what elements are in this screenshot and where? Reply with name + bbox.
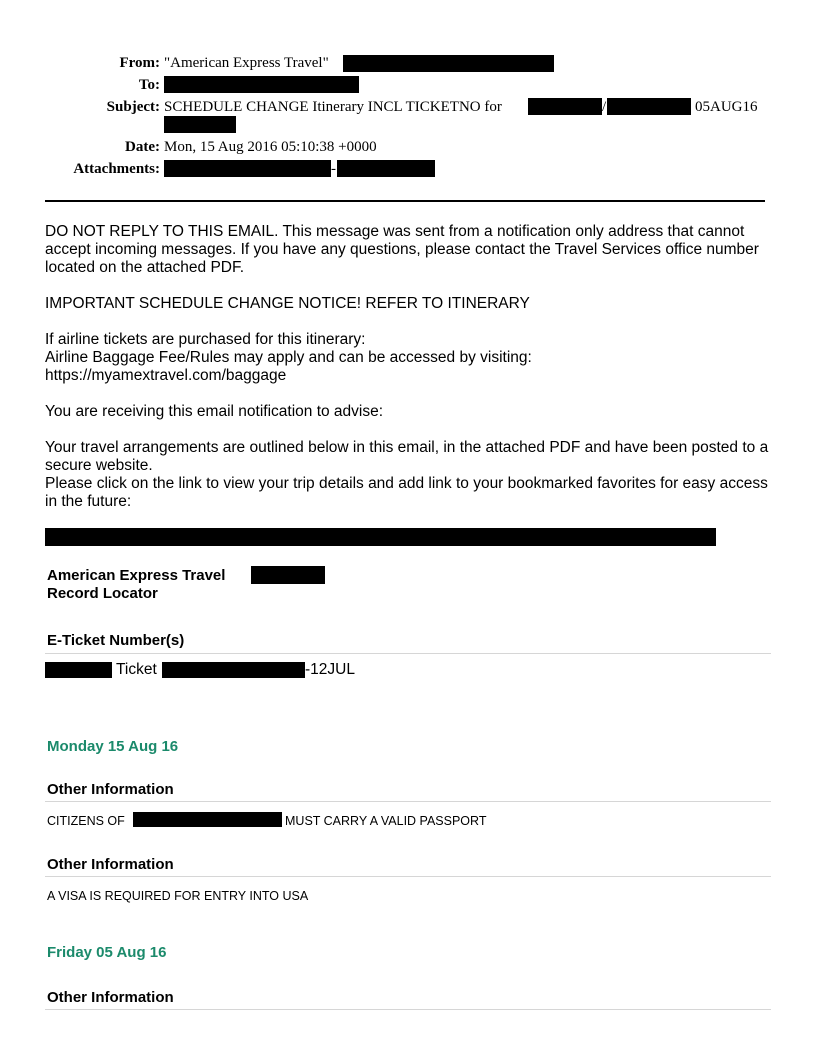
baggage-line-2: Airline Baggage Fee/Rules may apply and can be accessed by visiting: (45, 349, 532, 366)
from-value: "American Express Travel" (164, 55, 329, 71)
from-label: From: (119, 55, 160, 71)
ticket-label: Ticket (116, 661, 157, 678)
redaction (45, 662, 112, 678)
trip-link-redacted[interactable] (45, 528, 716, 546)
attachments-label: Attachments: (73, 161, 160, 177)
notice-text: DO NOT REPLY TO THIS EMAIL. This message was sent from a notification only address that cannot accept incoming messages. If you have any questions, please contact the Travel Services office number located on the attached PDF. (45, 223, 759, 276)
date-value: Mon, 15 Aug 2016 05:10:38 +0000 (164, 139, 377, 155)
divider (45, 876, 771, 877)
record-locator-label: Record Locator (47, 585, 158, 602)
redaction (251, 566, 325, 584)
subject-date: 05AUG16 (695, 99, 758, 115)
day-date: Friday 05 Aug 16 (47, 944, 167, 961)
redaction (133, 812, 282, 827)
day-date: Monday 15 Aug 16 (47, 738, 179, 755)
other-info-title: Other Information (47, 781, 174, 798)
subject-value: SCHEDULE CHANGE Itinerary INCL TICKETNO for (164, 99, 502, 115)
visa-text: A VISA IS REQUIRED FOR ENTRY INTO USA (47, 889, 309, 903)
passport-text: MUST CARRY A VALID PASSPORT (285, 814, 487, 828)
divider (45, 801, 771, 802)
date-label: Date: (125, 139, 160, 155)
eticket-title: E-Ticket Number(s) (47, 632, 185, 649)
other-info-title: Other Information (47, 989, 174, 1006)
email-body (45, 0, 771, 1056)
subject-label: Subject: (106, 99, 160, 115)
divider (45, 653, 771, 654)
other-info-title: Other Information (47, 856, 174, 873)
redaction (162, 662, 305, 678)
important-text: IMPORTANT SCHEDULE CHANGE NOTICE! REFER TO ITINERARY (45, 295, 530, 312)
citizens-text: CITIZENS OF (47, 814, 125, 828)
amex-title: American Express Travel (47, 567, 226, 584)
click-instruction: Please click on the link to view your trip details and add link to your bookmarked favorites for easy access in the future: (45, 475, 768, 510)
to-label: To: (138, 77, 160, 93)
divider (45, 1009, 771, 1010)
ticket-suffix: -12JUL (305, 661, 355, 678)
advise-text: You are receiving this email notification to advise: (45, 403, 384, 420)
arrangements-text: Your travel arrangements are outlined below in this email, in the attached PDF and have been posted to a secure website. (45, 439, 769, 474)
subject-separator: / (602, 99, 607, 115)
attachments-separator: - (331, 161, 336, 177)
baggage-line-1: If airline tickets are purchased for this itinerary: (45, 331, 366, 348)
baggage-link[interactable]: https://myamextravel.com/baggage (45, 367, 287, 384)
